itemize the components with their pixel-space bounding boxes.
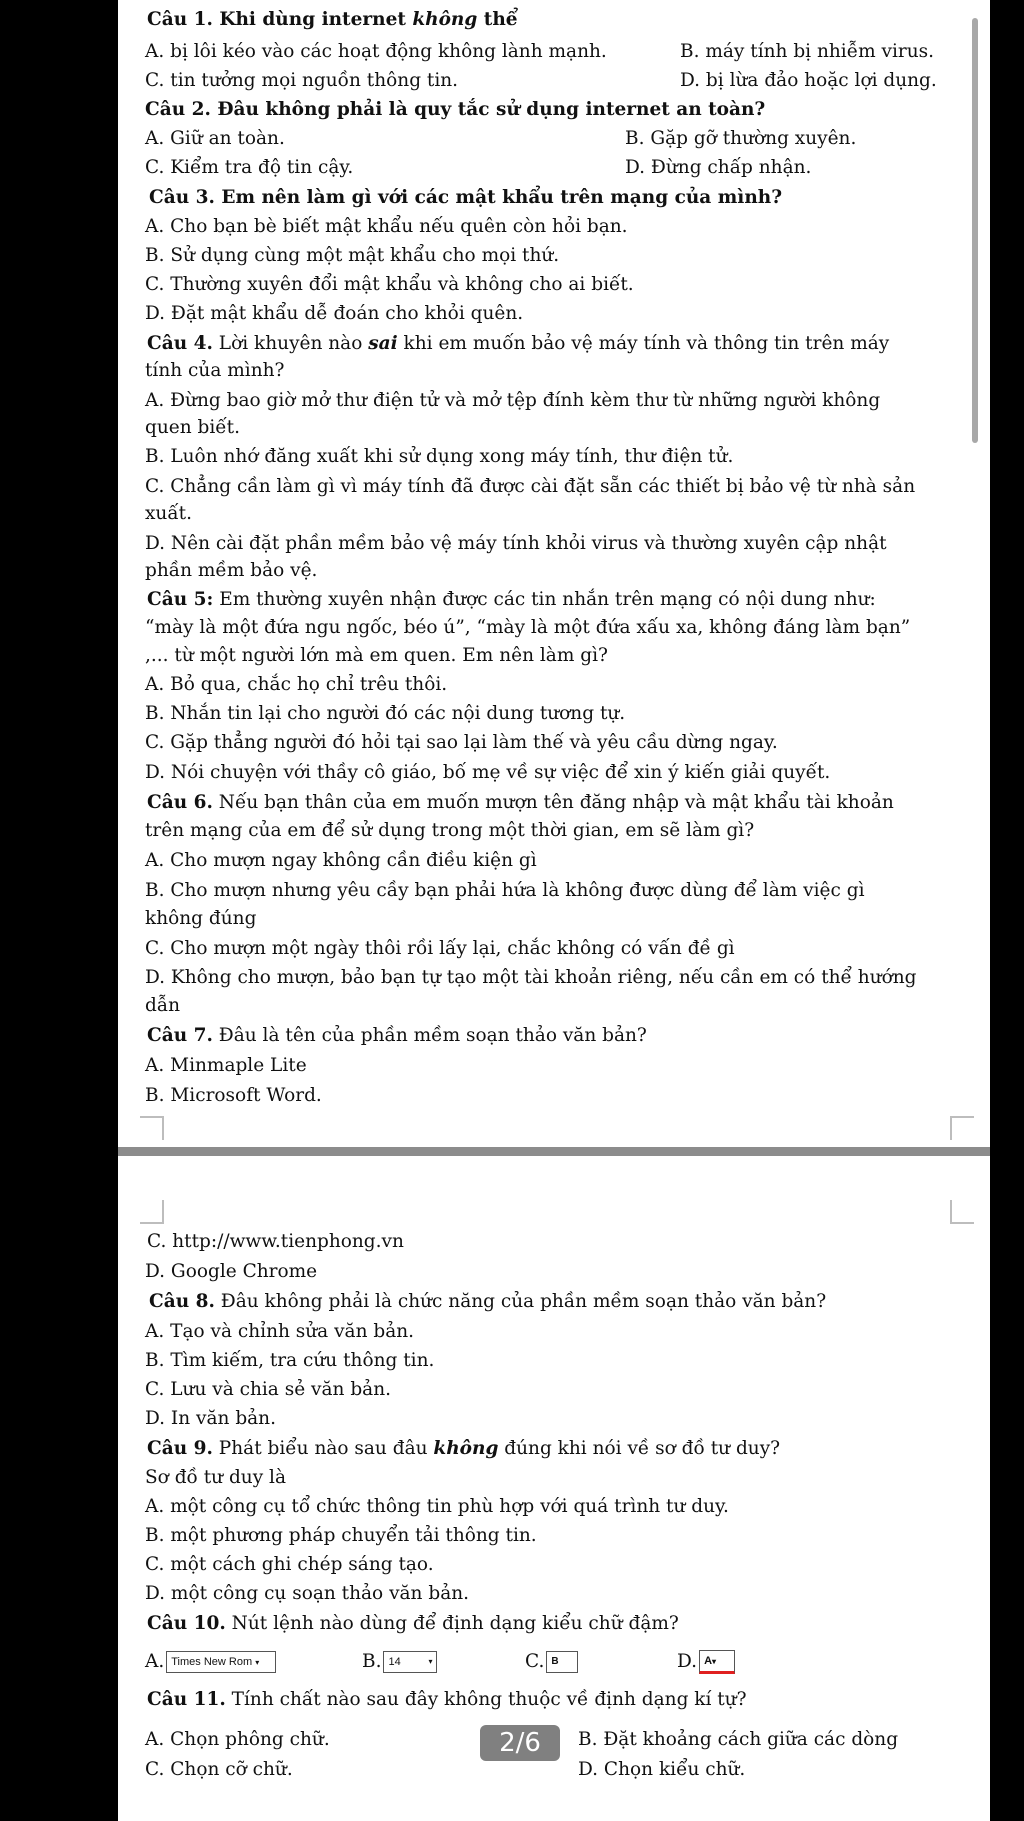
answer-option: D. Google Chrome xyxy=(145,1261,318,1282)
answer-option: D. Đừng chấp nhận. xyxy=(625,157,812,178)
question-number: Câu 3. xyxy=(149,187,215,208)
question-text: đúng khi nói về sơ đồ tư duy? xyxy=(498,1438,781,1459)
question-text: Sơ đồ tư duy là xyxy=(145,1467,286,1488)
answer-option: A. một công cụ tổ chức thông tin phù hợp với quá trình tư duy. xyxy=(145,1496,729,1517)
question-4-stem xyxy=(147,332,889,356)
question-text: Em nên làm gì với các mật khẩu trên mạng của mình? xyxy=(214,187,783,208)
question-text: Phát biểu nào sau đâu xyxy=(212,1438,434,1459)
option-label: A. xyxy=(145,1651,165,1672)
font-name-text: Times New Rom xyxy=(171,1656,253,1668)
font-size-text: 14 xyxy=(388,1656,401,1668)
answer-option: B. Nhắn tin lại cho người đó các nội dung tương tự. xyxy=(145,703,626,724)
question-text: khi em muốn bảo vệ máy tính và thông tin trên máy xyxy=(397,333,890,354)
answer-option: D. Đặt mật khẩu dễ đoán cho khỏi quên. xyxy=(145,303,524,324)
question-2-stem xyxy=(145,98,765,122)
answer-option: B. Luôn nhớ đăng xuất khi sử dụng xong máy tính, thư điện tử. xyxy=(145,446,734,467)
question-9-stem xyxy=(147,1437,780,1461)
option-label: B. xyxy=(362,1651,382,1672)
question-emphasis: không xyxy=(433,1438,499,1459)
answer-option: A. bị lôi kéo vào các hoạt động không lành mạnh. xyxy=(145,41,607,62)
question-number: Câu 9. xyxy=(147,1438,213,1459)
dropdown-arrow-icon: ▾ xyxy=(428,1657,433,1666)
question-text: Đâu không phải là chức năng của phần mềm soạn thảo văn bản? xyxy=(214,1291,827,1312)
answer-option: A. Giữ an toàn. xyxy=(145,128,285,149)
answer-option: D. In văn bản. xyxy=(145,1408,276,1429)
question-emphasis: không xyxy=(412,9,478,30)
question-text: Nút lệnh nào dùng để định dạng kiểu chữ đậm? xyxy=(225,1613,679,1634)
answer-option: B. máy tính bị nhiễm virus. xyxy=(680,41,935,62)
question-number: Câu 1. xyxy=(147,9,213,30)
font-color-icon xyxy=(699,1650,735,1674)
question-7-stem xyxy=(147,1024,647,1048)
question-text: ,... từ một người lớn mà em quen. Em nên làm gì? xyxy=(145,645,608,666)
question-8-stem xyxy=(149,1290,826,1314)
crop-mark xyxy=(950,1200,974,1224)
answer-option: C. http://www.tienphong.vn xyxy=(147,1231,404,1252)
answer-option: C. Chẳng cần làm gì vì máy tính đã được cài đặt sẵn các thiết bị bảo vệ từ nhà sản xyxy=(145,476,916,497)
question-5-stem xyxy=(147,588,876,612)
question-text: Nếu bạn thân của em muốn mượn tên đăng nhập và mật khẩu tài khoản xyxy=(212,792,894,813)
question-number: Câu 6. xyxy=(147,792,213,813)
answer-option: C. Cho mượn một ngày thôi rồi lấy lại, chắc không có vấn đề gì xyxy=(145,938,735,959)
dropdown-arrow-icon: ▾ xyxy=(712,1657,717,1666)
question-number: Câu 5: xyxy=(147,589,214,610)
answer-option: D. Nói chuyện với thầy cô giáo, bố mẹ về sự việc để xin ý kiến giải quyết. xyxy=(145,762,831,783)
answer-option-d xyxy=(677,1650,735,1674)
answer-option: C. một cách ghi chép sáng tạo. xyxy=(145,1554,434,1575)
answer-option-cont: dẫn xyxy=(145,995,181,1016)
question-text: “mày là một đứa ngu ngốc, béo ú”, “mày là một đứa xấu xa, không đáng làm bạn” xyxy=(145,617,911,638)
question-text: tính của mình? xyxy=(145,360,285,381)
question-3-stem xyxy=(149,186,782,210)
answer-option: B. Gặp gỡ thường xuyên. xyxy=(625,128,857,149)
question-text: Khi dùng internet xyxy=(212,9,413,30)
question-number: Câu 11. xyxy=(147,1689,226,1710)
question-1-stem xyxy=(147,8,518,32)
crop-mark xyxy=(140,1200,164,1224)
question-text: trên mạng của em để sử dụng trong một thời gian, em sẽ làm gì? xyxy=(145,820,755,841)
answer-option: B. Tìm kiếm, tra cứu thông tin. xyxy=(145,1350,435,1371)
answer-option: B. Đặt khoảng cách giữa các dòng xyxy=(578,1729,899,1750)
answer-option: A. Tạo và chỉnh sửa văn bản. xyxy=(145,1321,415,1342)
question-number: Câu 2. xyxy=(145,99,211,120)
answer-option: A. Bỏ qua, chắc họ chỉ trêu thôi. xyxy=(145,674,448,695)
answer-option: B. Cho mượn nhưng yêu cầy bạn phải hứa là không được dùng để làm việc gì xyxy=(145,880,865,901)
answer-option: A. Minmaple Lite xyxy=(145,1055,307,1076)
font-size-box xyxy=(383,1651,437,1673)
font-name-box xyxy=(166,1651,276,1673)
answer-option: D. một công cụ soạn thảo văn bản. xyxy=(145,1583,470,1604)
answer-option: A. Cho mượn ngay không cần điều kiện gì xyxy=(145,850,537,871)
answer-option-b xyxy=(362,1650,437,1674)
dropdown-arrow-icon: ▾ xyxy=(255,1658,260,1667)
option-label: D. xyxy=(677,1651,698,1672)
bold-icon: B xyxy=(546,1651,578,1673)
question-emphasis: sai xyxy=(368,333,398,354)
answer-option: C. Chọn cỡ chữ. xyxy=(145,1759,293,1780)
answer-option: B. Sử dụng cùng một mật khẩu cho mọi thứ. xyxy=(145,245,560,266)
question-number: Câu 7. xyxy=(147,1025,213,1046)
answer-option: D. bị lừa đảo hoặc lợi dụng. xyxy=(680,70,937,91)
scrollbar-thumb[interactable] xyxy=(972,18,978,443)
option-label: C. xyxy=(525,1651,545,1672)
question-text: Đâu không phải là quy tắc sử dụng internet an toàn? xyxy=(210,99,766,120)
answer-option-cont: không đúng xyxy=(145,908,257,929)
page-indicator: 2/6 xyxy=(480,1725,560,1761)
question-text: Lời khuyên nào xyxy=(212,333,369,354)
answer-option: C. tin tưởng mọi nguồn thông tin. xyxy=(145,70,459,91)
question-number: Câu 4. xyxy=(147,333,213,354)
answer-option: D. Chọn kiểu chữ. xyxy=(578,1759,746,1780)
page-separator xyxy=(118,1147,990,1156)
question-11-stem xyxy=(147,1688,747,1712)
question-text: thể xyxy=(477,9,518,30)
answer-option: C. Kiểm tra độ tin cậy. xyxy=(145,157,354,178)
answer-option: B. Microsoft Word. xyxy=(145,1085,322,1106)
question-text: Đâu là tên của phần mềm soạn thảo văn bản? xyxy=(212,1025,647,1046)
answer-option: A. Chọn phông chữ. xyxy=(145,1729,330,1750)
answer-option: B. một phương pháp chuyển tải thông tin. xyxy=(145,1525,537,1546)
question-text: Em thường xuyên nhận được các tin nhắn trên mạng có nội dung như: xyxy=(213,589,876,610)
crop-mark xyxy=(950,1116,974,1140)
answer-option: C. Lưu và chia sẻ văn bản. xyxy=(145,1379,391,1400)
answer-option-a xyxy=(145,1650,276,1674)
answer-option-c xyxy=(525,1650,578,1674)
question-6-stem xyxy=(147,791,894,815)
question-number: Câu 8. xyxy=(149,1291,215,1312)
answer-option: C. Gặp thẳng người đó hỏi tại sao lại làm thế và yêu cầu dừng ngay. xyxy=(145,732,778,753)
answer-option-cont: phần mềm bảo vệ. xyxy=(145,560,318,581)
answer-option: D. Không cho mượn, bảo bạn tự tạo một tài khoản riêng, nếu cần em có thể hướng xyxy=(145,967,917,988)
question-number: Câu 10. xyxy=(147,1613,226,1634)
answer-option: C. Thường xuyên đổi mật khẩu và không cho ai biết. xyxy=(145,274,634,295)
font-color-letter: A xyxy=(704,1655,713,1667)
question-10-stem xyxy=(147,1612,679,1636)
answer-option: D. Nên cài đặt phần mềm bảo vệ máy tính khỏi virus và thường xuyên cập nhật xyxy=(145,533,887,554)
answer-option: A. Cho bạn bè biết mật khẩu nếu quên còn hỏi bạn. xyxy=(145,216,628,237)
answer-option: A. Đừng bao giờ mở thư điện tử và mở tệp đính kèm thư từ những người không xyxy=(145,390,881,411)
answer-option-cont: xuất. xyxy=(145,503,192,524)
crop-mark xyxy=(140,1116,164,1140)
answer-option-cont: quen biết. xyxy=(145,417,240,438)
question-text: Tính chất nào sau đây không thuộc về định dạng kí tự? xyxy=(225,1689,747,1710)
